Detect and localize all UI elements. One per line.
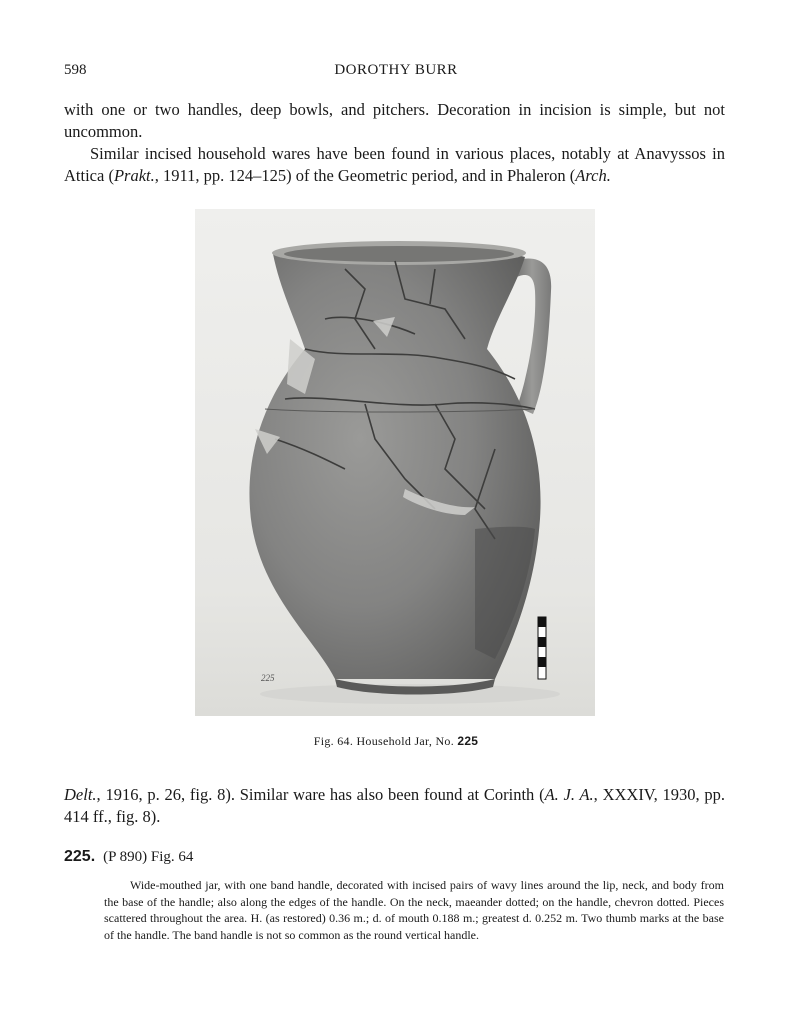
jar-mouth-inner bbox=[284, 246, 514, 262]
catalogue-reference: (P 890) Fig. 64 bbox=[103, 849, 194, 865]
paragraph-1: with one or two handles, deep bowls, and pitchers. Decoration in incision is simple, but not uncommon. bbox=[64, 100, 725, 141]
citation-arch: Arch. bbox=[575, 166, 611, 185]
caption-text: Fig. 64. Household Jar, No. bbox=[313, 734, 455, 748]
citation-prakt: Prakt. bbox=[113, 166, 155, 185]
paragraph-3-text-a: , 1916, p. 26, fig. 8). Similar ware has also been found at Corinth ( bbox=[96, 785, 545, 804]
paragraph-3-text-b: , XXXIV, 1930, pp. 414 ff., fig. 8). bbox=[64, 785, 726, 826]
citation-delt: Delt. bbox=[64, 785, 97, 804]
paragraph-2-text-a: Similar incised household wares have been found in various places, notably at Anavyssos in Attica ( bbox=[64, 144, 725, 185]
page-number: 598 bbox=[64, 62, 87, 78]
catalogue-number: 225. bbox=[64, 848, 96, 865]
jar-photograph-svg bbox=[195, 209, 595, 716]
paragraph-2-text-b: , 1911, pp. 124–125) of the Geometric period, and in Phaleron ( bbox=[154, 166, 576, 185]
scale-bar bbox=[538, 617, 546, 679]
caption-number: 225 bbox=[457, 734, 479, 748]
figure-caption bbox=[0, 734, 792, 749]
citation-aja: A. J. A. bbox=[544, 785, 594, 804]
running-head: DOROTHY BURR bbox=[334, 62, 458, 78]
paragraph-3 bbox=[64, 784, 725, 828]
jar-inscription: 225 bbox=[261, 673, 275, 683]
jar-photograph bbox=[195, 209, 595, 716]
catalogue-description: Wide-mouthed jar, with one band handle, decorated with incised pairs of wavy lines around the lip, neck, and body from the base of the handle; also along the edges of the handle. On the neck, maeander dotted; on the handle, chevron dotted. Pieces scattered throughout the area. H. (as restored) 0.36 m.; d. of mouth 0.188 m.; greatest d. 0.252 m. Two thumb marks at the base of the handle. The band handle is not so common as the round vertical handle. bbox=[104, 878, 724, 942]
catalogue-entry-heading bbox=[64, 848, 193, 866]
paragraph-2 bbox=[64, 143, 725, 187]
